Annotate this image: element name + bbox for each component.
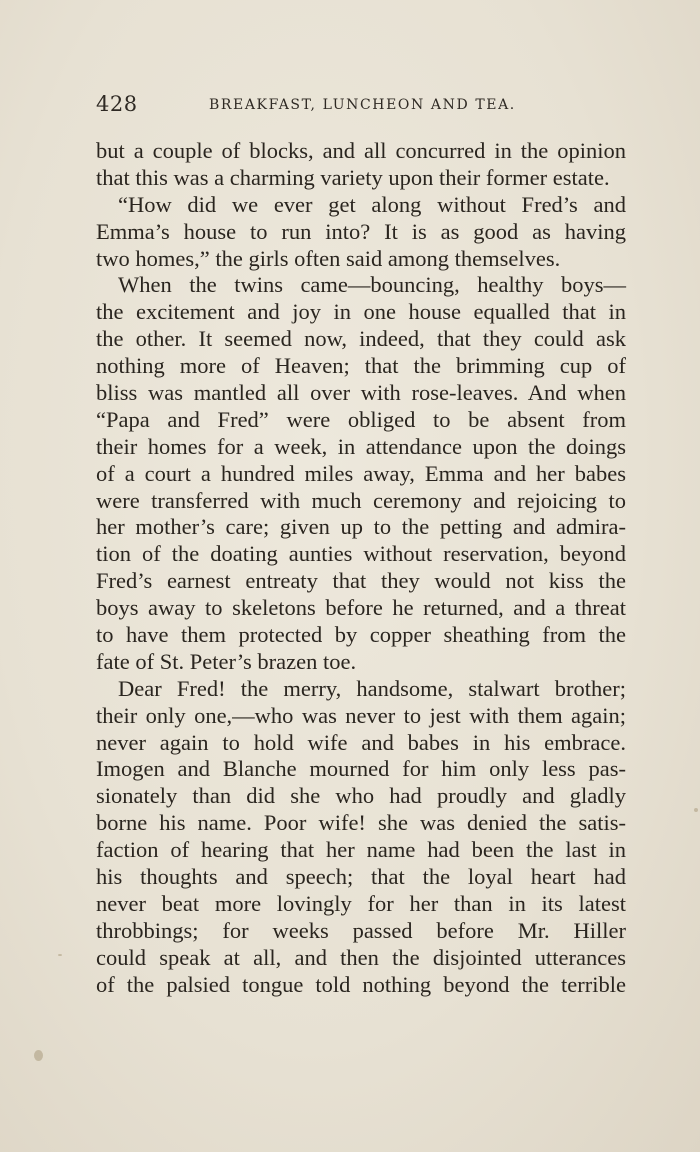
text-line: two homes,” the girls often said among themselves. xyxy=(96,245,561,271)
page-number: 428 xyxy=(96,92,138,116)
text-line: the other. It seemed now, indeed, that they could ask xyxy=(96,326,626,352)
text-line: “Papa and Fred” were obliged to be absent from xyxy=(96,406,626,432)
text-line: tion of the doating aunties without reservation, beyond xyxy=(96,541,626,567)
text-line: were transferred with much ceremony and rejoicing to xyxy=(96,487,626,513)
text-line: Fred’s earnest entreaty that they would not kiss the xyxy=(96,568,626,594)
text-line: Imogen and Blanche mourned for him only less pas- xyxy=(96,756,626,782)
text-line: her mother’s care; given up to the petting and admira- xyxy=(96,514,626,540)
text-line: borne his name. Poor wife! she was denied the satis- xyxy=(96,810,626,836)
body-text xyxy=(96,138,626,999)
text-line: “How did we ever get along without Fred’s and xyxy=(118,191,626,217)
paper-speck xyxy=(694,808,698,812)
text-line: nothing more of Heaven; that the brimming cup of xyxy=(96,353,626,379)
text-line: their homes for a week, in attendance upon the doings xyxy=(96,433,626,459)
text-line: boys away to skeletons before he returned, and a threat xyxy=(96,595,626,621)
paper-speck xyxy=(58,954,62,956)
text-line: fate of St. Peter’s brazen toe. xyxy=(96,648,357,674)
text-line: of a court a hundred miles away, Emma and her babes xyxy=(96,460,626,486)
text-line: could speak at all, and then the disjointed utterances xyxy=(96,944,626,970)
text-line: but a couple of blocks, and all concurred in the opinion xyxy=(96,138,626,163)
text-line: that this was a charming variety upon their former estate. xyxy=(96,164,610,190)
text-line: of the palsied tongue told nothing beyond the terrible xyxy=(96,971,626,997)
text-line: sionately than did she who had proudly and gladly xyxy=(96,783,626,809)
text-line: never beat more lovingly for her than in its latest xyxy=(96,890,626,916)
text-line: Emma’s house to run into? It is as good as having xyxy=(96,218,626,244)
paper-speck xyxy=(34,1050,43,1061)
text-line: bliss was mantled all over with rose-leaves. And when xyxy=(96,380,626,406)
text-line: throbbings; for weeks passed before Mr. Hiller xyxy=(96,917,626,943)
text-line: Dear Fred! the merry, handsome, stalwart brother; xyxy=(118,675,626,701)
text-line: to have them protected by copper sheathing from the xyxy=(96,622,626,648)
text-line: faction of hearing that her name had been the last in xyxy=(96,837,626,863)
page-header xyxy=(96,92,626,122)
text-line: never again to hold wife and babes in his embrace. xyxy=(96,729,626,755)
text-line: When the twins came—bouncing, healthy boys— xyxy=(118,272,626,298)
text-line: the excitement and joy in one house equalled that in xyxy=(96,299,626,325)
text-line: his thoughts and speech; that the loyal heart had xyxy=(96,864,626,890)
running-head: BREAKFAST, LUNCHEON AND TEA. xyxy=(209,97,516,113)
text-line: their only one,—who was never to jest with them again; xyxy=(96,702,626,728)
